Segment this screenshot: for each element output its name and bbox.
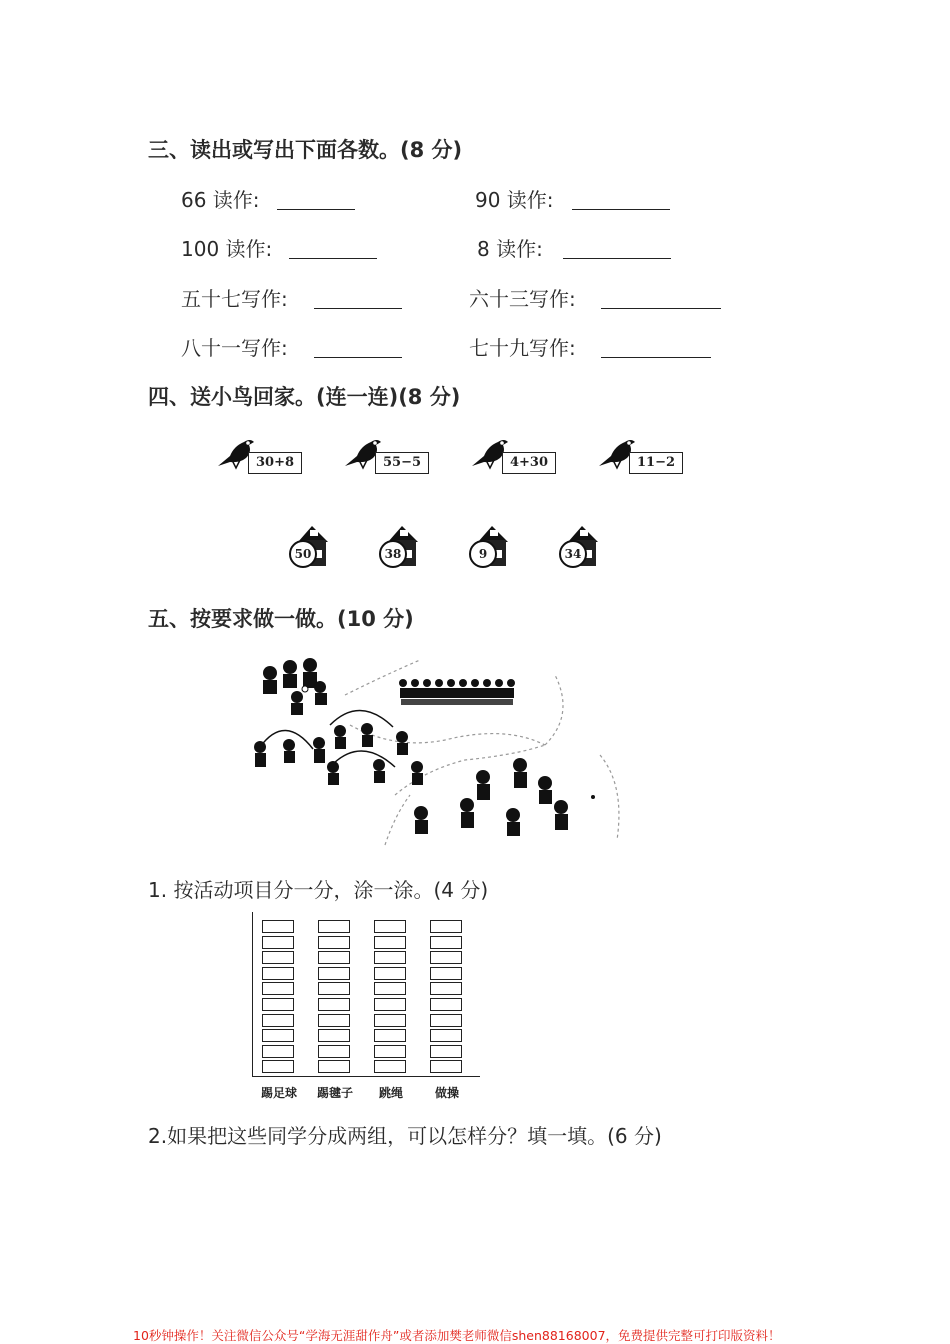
bird-card-4[interactable] [597,432,687,478]
answer-blank-81[interactable] [314,357,402,358]
chart-cell-shuttlecock[interactable] [318,982,350,995]
question-2: 2.如果把这些同学分成两组，可以怎样分？填一填。(6 分) [148,1124,662,1148]
chart-label-exercise: 做操 [434,1086,459,1100]
chart-label-football: 踢足球 [260,1086,297,1100]
section-5-title: 五、按要求做一做。(10 分) [148,607,414,631]
chart-cell-football[interactable] [262,1045,294,1058]
bird-expression: 55−5 [375,452,429,474]
chart-x-axis [252,1076,480,1077]
shuttlecock-group [414,758,595,836]
house-card-1[interactable] [286,520,336,570]
chart-cell-jump-rope[interactable] [374,1029,406,1042]
item-66-label: 66 读作: [181,188,260,212]
chart-cell-football[interactable] [262,967,294,980]
answer-blank-100[interactable] [289,258,377,259]
exercise-group [399,679,515,705]
chart-cell-football[interactable] [262,982,294,995]
question-1: 1. 按活动项目分一分，涂一涂。(4 分) [148,878,489,902]
chart-cell-exercise[interactable] [430,982,462,995]
bird-expression: 4+30 [502,452,556,474]
chart-cell-football[interactable] [262,936,294,949]
item-100-label: 100 读作: [181,237,273,261]
item-90-label: 90 读作: [475,188,554,212]
chart-cell-shuttlecock[interactable] [318,951,350,964]
children-activities-illustration [245,655,625,850]
chart-cell-jump-rope[interactable] [374,920,406,933]
item-8-label: 8 读作: [477,237,543,261]
chart-cell-exercise[interactable] [430,998,462,1011]
house-card-2[interactable] [376,520,426,570]
chart-cell-jump-rope[interactable] [374,936,406,949]
chart-cell-shuttlecock[interactable] [318,1060,350,1073]
house-card-3[interactable] [466,520,516,570]
chart-label-jump-rope: 跳绳 [378,1086,403,1100]
chart-cell-shuttlecock[interactable] [318,1045,350,1058]
answer-blank-57[interactable] [314,308,402,309]
footer-note: 10秒钟操作！关注微信公众号“学海无涯甜作舟”或者添加樊老师微信shen88168007，免费提供完整可打印版资料！ [133,1328,781,1343]
chart-cell-shuttlecock[interactable] [318,920,350,933]
house-number: 50 [289,540,317,568]
chart-cell-jump-rope[interactable] [374,1045,406,1058]
answer-blank-63[interactable] [601,308,721,309]
chart-cell-football[interactable] [262,1014,294,1027]
football-group [263,658,327,715]
chart-cell-exercise[interactable] [430,936,462,949]
chart-cell-shuttlecock[interactable] [318,936,350,949]
house-card-4[interactable] [556,520,606,570]
chart-cell-jump-rope[interactable] [374,967,406,980]
chart-cell-jump-rope[interactable] [374,998,406,1011]
chart-label-shuttlecock: 踢毽子 [316,1086,353,1100]
bird-card-1[interactable] [216,432,306,478]
chart-cell-exercise[interactable] [430,951,462,964]
chart-y-axis [252,912,253,1076]
item-79-label: 七十九写作: [469,336,576,360]
section-4-title: 四、送小鸟回家。(连一连)(8 分) [148,385,461,409]
answer-blank-66[interactable] [277,209,355,210]
chart-cell-shuttlecock[interactable] [318,1014,350,1027]
chart-cell-football[interactable] [262,1060,294,1073]
chart-cell-jump-rope[interactable] [374,1014,406,1027]
chart-cell-shuttlecock[interactable] [318,967,350,980]
chart-cell-jump-rope[interactable] [374,982,406,995]
bird-expression: 11−2 [629,452,683,474]
house-number: 38 [379,540,407,568]
answer-blank-79[interactable] [601,357,711,358]
chart-cell-football[interactable] [262,920,294,933]
coloring-chart [252,912,482,1102]
chart-cell-football[interactable] [262,951,294,964]
chart-cell-exercise[interactable] [430,1014,462,1027]
answer-blank-8[interactable] [563,258,671,259]
chart-cell-jump-rope[interactable] [374,951,406,964]
item-57-label: 五十七写作: [181,287,288,311]
answer-blank-90[interactable] [572,209,670,210]
section-3-title: 三、读出或写出下面各数。(8 分) [148,138,463,162]
house-number: 9 [469,540,497,568]
chart-cell-exercise[interactable] [430,1029,462,1042]
chart-cell-football[interactable] [262,1029,294,1042]
bird-card-3[interactable] [470,432,560,478]
house-number: 34 [559,540,587,568]
chart-cell-jump-rope[interactable] [374,1060,406,1073]
chart-cell-exercise[interactable] [430,967,462,980]
chart-cell-shuttlecock[interactable] [318,1029,350,1042]
chart-cell-shuttlecock[interactable] [318,998,350,1011]
bird-expression: 30+8 [248,452,302,474]
item-81-label: 八十一写作: [181,336,288,360]
chart-cell-exercise[interactable] [430,1060,462,1073]
bird-card-2[interactable] [343,432,433,478]
chart-cell-football[interactable] [262,998,294,1011]
chart-cell-exercise[interactable] [430,920,462,933]
item-63-label: 六十三写作: [469,287,576,311]
chart-cell-exercise[interactable] [430,1045,462,1058]
jump-rope-group [254,710,423,785]
